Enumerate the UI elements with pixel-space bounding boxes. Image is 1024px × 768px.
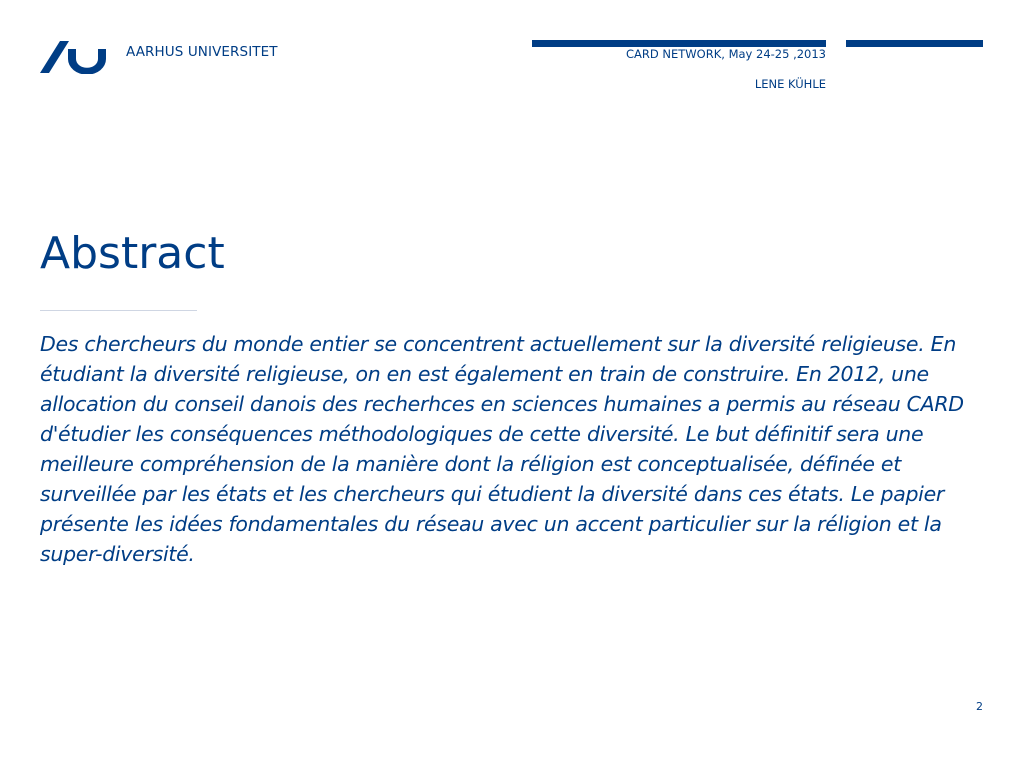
header-bar-right	[846, 40, 983, 47]
aarhus-university-logo	[40, 40, 108, 74]
author-label: LENE KÜHLE	[754, 77, 826, 91]
page-number: 2	[976, 700, 983, 713]
organization-name: AARHUS UNIVERSITET	[126, 44, 278, 60]
event-label: CARD NETWORK, May 24-25 ,2013	[626, 47, 826, 61]
title-divider	[40, 310, 197, 311]
header-bar-left	[532, 40, 826, 47]
slide-title: Abstract	[40, 228, 225, 279]
abstract-text: Des chercheurs du monde entier se concentrent actuellement sur la diversité religieuse. En étudiant la diversité religieuse, on en est également en train de construire. En 2012, une allocation du conseil danois des recherhces en sciences humaines a permis au réseau CARD d'étudier les conséquences méthodologiques de cette diversité. Le but définitif sera une meilleure compréhension de la manière dont la réligion est conceptualisée, définée et surveillée par les états et les chercheurs qui étudient la diversité dans ces états. Le papier présente les idées fondamentales du réseau avec un accent particulier sur la réligion et la super-diversité.	[40, 332, 964, 566]
